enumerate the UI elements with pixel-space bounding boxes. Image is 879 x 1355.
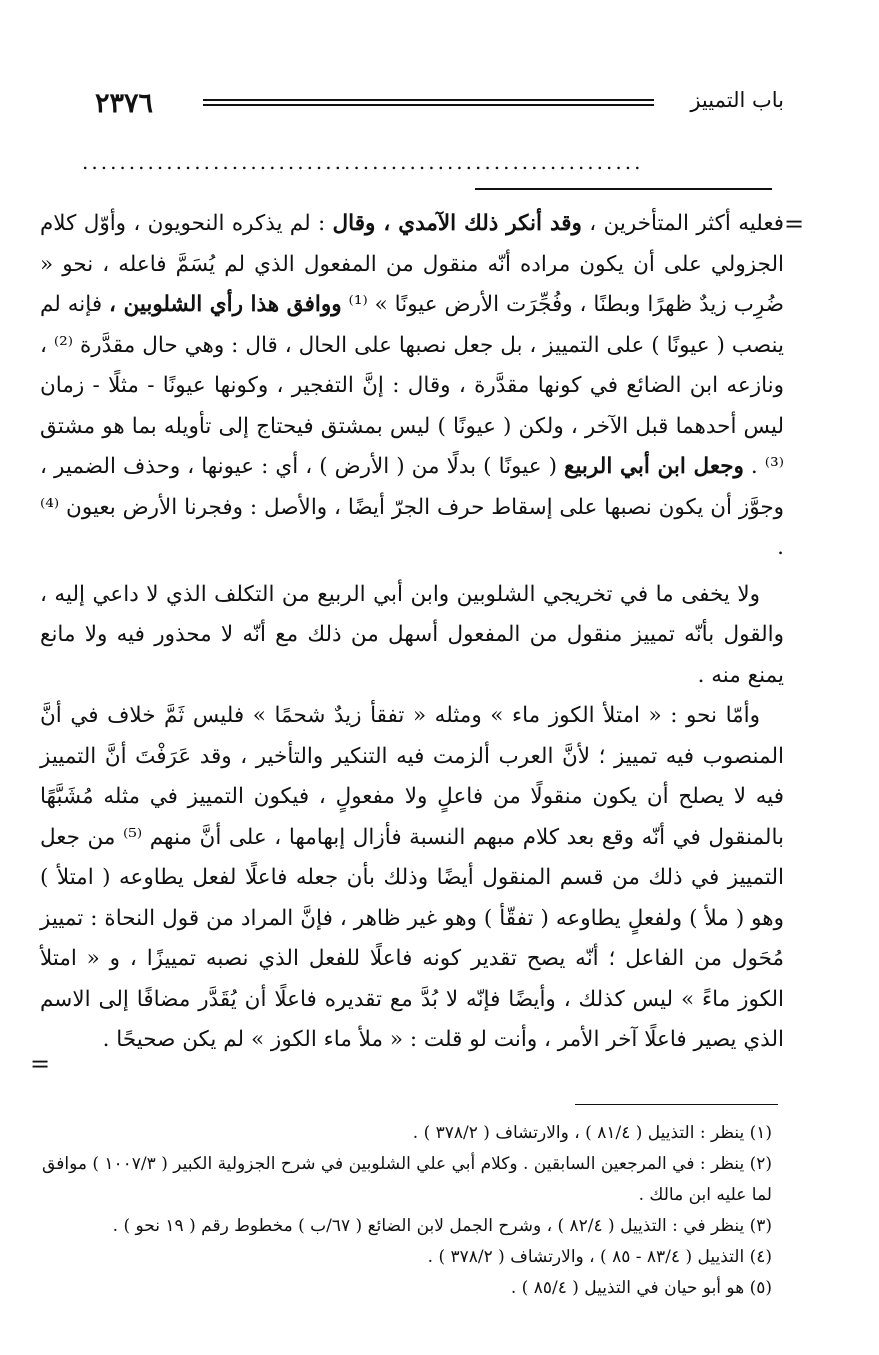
footnote-5: (٥) هو أبو حيان في التذييل ( ٨٥/٤ ) . xyxy=(510,1278,772,1298)
paragraph-1-bold2: ووافق هذا رأي الشلوبين ، xyxy=(109,292,342,317)
margin-mark-bottom: = xyxy=(30,1050,51,1078)
separator-dots: ............................................................ xyxy=(82,150,644,174)
paragraph-3: وأمّا نحو : « امتلأ الكوز ماء » ومثله « تفقأ زيدٌ شحمًا » فليس ثَمَّ خلاف في أنَّ المنصوب فيه تمييز ؛ لأنَّ العرب ألزمت فيه التنكير والتأخير ، وقد عَرَفْتَ أنَّ التمييز فيه لا يصلح أن يكون منقولًا من فاعلٍ ولا مفعولٍ ، فيكون التمييز في مثله مُشَبَّهًا بالمنقول في أنّه وقع بعد كلام مبهم النسبة فأزال إبهامها ، على أنَّ منهم ⁽⁵⁾ من جعل التمييز في ذلك من قسم المنقول أيضًا وذلك بأن جعله فاعلًا لفعل يطاوعه ( امتلأ ) وهو ( ملأ ) ولفعلٍ يطاوعه ( تفقّأ ) وهو غير ظاهر ، فإنَّ المراد من قول النحاة : تمييز مُحَول من الفاعل ؛ أنّه يصح تقدير كونه فاعلًا للفعل الذي نصبه تمييزًا ، و « امتلأ الكوز ماءً » ليس كذلك ، وأيضًا فإنّه لا بُدَّ مع تقديره فاعلًا أن يُقَدَّر مضافًا إلى الاسم الذي يصير فاعلًا آخر الأمر ، وأنت لو قلت : « ملأ ماء الكوز » لم يكن صحيحًا . xyxy=(40,703,785,1052)
paragraph-1-seg2: : لم يذكره النحويون ، وأوّل كلام الجزولي على أن يكون مراده أنّه منقول من المفعول الذي لم يُسَمَّ فاعله ، نحو « ضُرِب زيدٌ ظهرًا وبطنًا ، وفُجِّرَت الأرض عيونًا » ⁽¹⁾ xyxy=(40,211,784,317)
footnote-3: (٣) ينظر في : التذييل ( ٨٢/٤ ) ، وشرح الجمل لابن الضائع ( ٦٧/ب ) مخطوط رقم ( ١٩ نحو ) . xyxy=(112,1216,772,1236)
page-number: ٢٣٧٦ xyxy=(95,88,154,119)
paragraph-1-seg3: فإنه لم ينصب ( عيونًا ) على التمييز ، بل جعل نصبها على الحال ، قال : وهي حال مقدَّرة ⁽²⁾ ، ونازعه ابن الضائع في كونها مقدَّرة ، وقال : إنَّ التفجير ، وكونها عيونًا - مثلًا - زمان ليس أحدهما قبل الآخر ، ولكن ( عيونًا ) ليس بمشتق فيحتاج إلى تأويله بما هو مشتق ⁽³⁾ . xyxy=(40,292,784,479)
separator-rule xyxy=(475,188,772,190)
paragraph-1-seg4: ( عيونًا ) بدلًا من ( الأرض ) ، أي : عيونها ، وحذف الضمير ، وجوَّز أن يكون نصبها على إسقاط حرف الجرّ أيضًا ، والأصل : وفجرنا الأرض بعيون ⁽⁴⁾ . xyxy=(40,454,784,560)
main-text xyxy=(40,204,784,1061)
page-header xyxy=(95,88,784,118)
paragraph-2: ولا يخفى ما في تخريجي الشلوبين وابن أبي الربيع من التكلف الذي لا داعي إليه ، والقول بأنّه تمييز منقول من المفعول أسهل من ذلك مع أنّه لا محذور فيه ولا مانع يمنع منه . xyxy=(40,581,784,688)
footnote-1: (١) ينظر : التذييل ( ٨١/٤ ) ، والارتشاف ( ٣٧٨/٢ ) . xyxy=(412,1123,772,1143)
footnotes xyxy=(30,1118,772,1304)
footnote-4: (٤) التذييل ( ٨٣/٤ - ٨٥ ) ، والارتشاف ( ٣٧٨/٢ ) . xyxy=(427,1247,772,1267)
chapter-title: باب التمييز xyxy=(690,88,784,112)
header-rule xyxy=(203,99,654,106)
paragraph-1-seg1: فعليه أكثر المتأخرين ، xyxy=(581,211,784,236)
footnote-rule xyxy=(575,1104,778,1105)
footnote-2: (٢) ينظر : في المرجعين السابقين . وكلام أبي علي الشلوبين في شرح الجزولية الكبير ( ١٠٠٧/٣ ) موافق لما عليه ابن مالك . xyxy=(42,1154,772,1205)
paragraph-1 xyxy=(40,204,784,569)
margin-mark-top: = xyxy=(784,210,805,238)
paragraph-1-bold1: وقد أنكر ذلك الآمدي ، وقال xyxy=(332,211,582,236)
paragraph-1-bold3: وجعل ابن أبي الربيع xyxy=(564,454,744,479)
